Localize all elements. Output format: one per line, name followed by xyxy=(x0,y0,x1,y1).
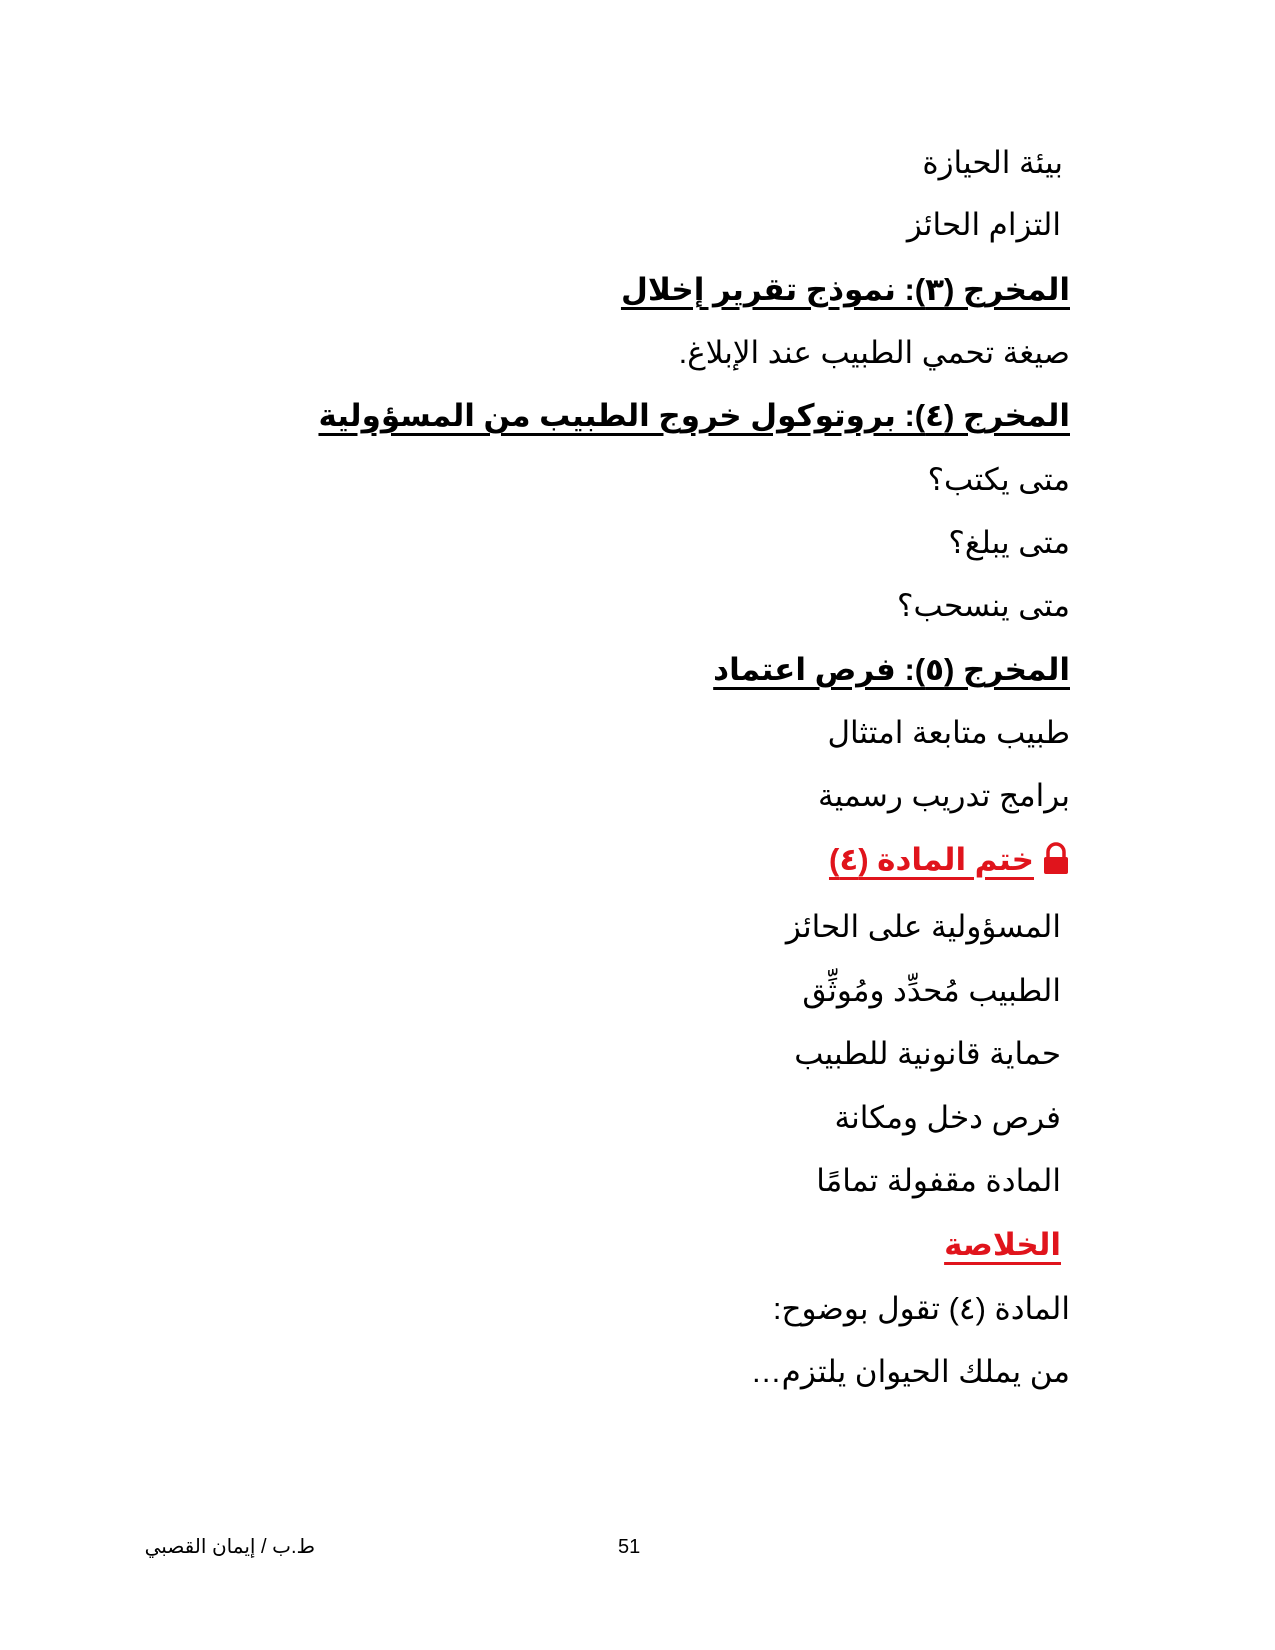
text-line: التزام الحائز xyxy=(906,207,1061,242)
closing-item: الطبيب مُحدِّد ومُوثِّق xyxy=(802,973,1061,1008)
section-heading: المخرج (٤): بروتوكول خروج الطبيب من المسؤولية xyxy=(318,398,1070,433)
question-line: متى يكتب؟ xyxy=(927,462,1070,497)
closing-item: المادة مقفولة تمامًا xyxy=(816,1163,1061,1198)
closing-item: حماية قانونية للطبيب xyxy=(794,1036,1061,1071)
summary-line: من يملك الحيوان يلتزم… xyxy=(750,1354,1070,1389)
closing-heading-text: ختم المادة (٤) xyxy=(828,842,1034,877)
question-line: متى ينسحب؟ xyxy=(897,588,1070,623)
summary-heading: الخلاصة xyxy=(944,1227,1061,1262)
page-number: 51 xyxy=(618,1536,641,1558)
closing-heading xyxy=(829,840,1070,880)
summary-line: المادة (٤) تقول بوضوح: xyxy=(772,1291,1070,1326)
text-line: برامج تدريب رسمية xyxy=(818,778,1070,813)
text-line: صيغة تحمي الطبيب عند الإبلاغ. xyxy=(678,335,1070,370)
text-line: طبيب متابعة امتثال xyxy=(827,715,1070,750)
text-line: بيئة الحيازة xyxy=(922,145,1063,180)
section-heading: المخرج (٥): فرص اعتماد xyxy=(713,652,1070,687)
footer-author: ط.ب / إيمان القصبي xyxy=(144,1536,315,1558)
section-heading: المخرج (٣): نموذج تقرير إخلال xyxy=(620,272,1070,307)
lock-icon xyxy=(1042,842,1070,876)
question-line: متى يبلغ؟ xyxy=(948,525,1070,560)
closing-item: فرص دخل ومكانة xyxy=(834,1100,1061,1135)
closing-item: المسؤولية على الحائز xyxy=(785,909,1061,944)
